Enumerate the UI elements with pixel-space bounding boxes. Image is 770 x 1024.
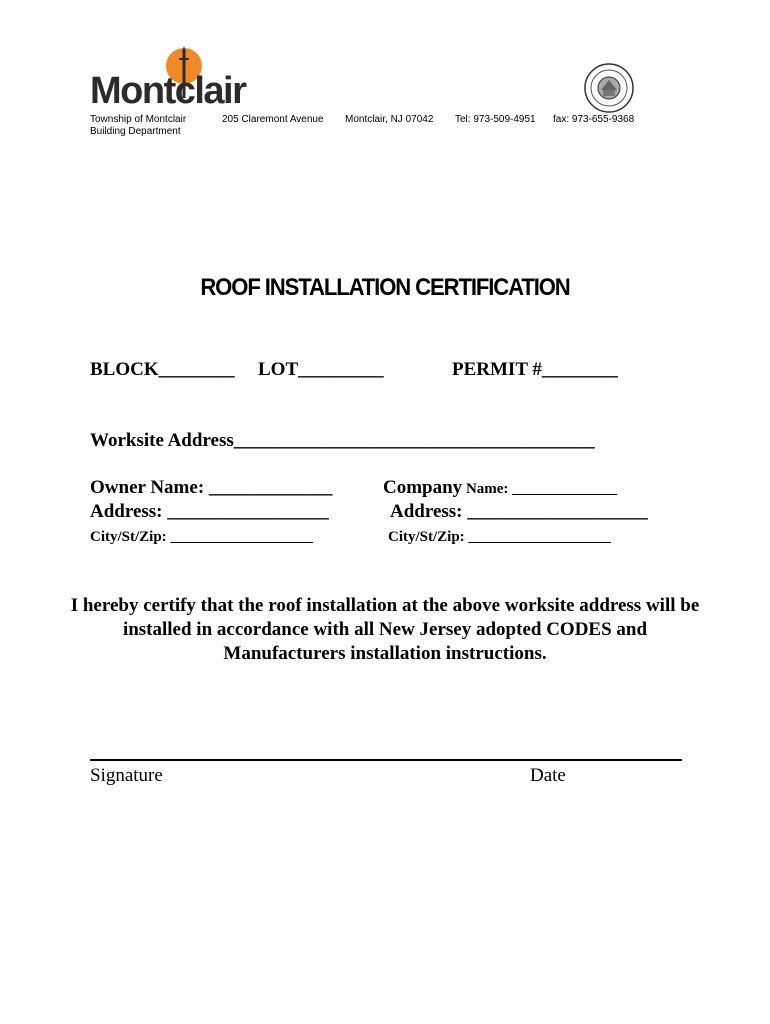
dept-city: Montclair, NJ 07042	[345, 114, 434, 125]
date-label: Date	[530, 765, 566, 786]
dept-address: 205 Claremont Avenue	[222, 114, 324, 125]
dept-fax: fax: 973-655-9368	[553, 114, 635, 125]
lot-field[interactable]: LOT_________	[258, 359, 384, 380]
company-city-label: City/St/Zip:	[388, 529, 469, 545]
owner-city-label: City/St/Zip:	[90, 529, 171, 545]
company-label: Company	[383, 477, 463, 498]
company-city-blank[interactable]: ___________________	[468, 529, 611, 545]
dept-phone: Tel: 973-509-4951	[455, 114, 536, 125]
form-title: ROOF INSTALLATION CERTIFICATION	[200, 274, 570, 301]
company-address-field[interactable]: Address: ___________________	[390, 501, 648, 522]
dept-line-1: Township of Montclair	[90, 114, 187, 125]
company-name-field[interactable]	[383, 478, 617, 497]
owner-city-blank[interactable]: ___________________	[170, 529, 313, 545]
owner-name-field[interactable]: Owner Name: _____________	[90, 477, 333, 498]
company-name-label[interactable]: Name: ______________	[462, 481, 618, 497]
logo-wordmark: Montclair	[90, 70, 246, 112]
township-seal-icon	[583, 62, 635, 114]
dept-line-2: Building Department	[90, 126, 181, 137]
signature-label: Signature	[90, 765, 163, 786]
signature-line[interactable]	[90, 759, 682, 761]
certification-statement: I hereby certify that the roof installation at the above worksite address will be installed in accordance with all New Jersey adopted CODES and Manufacturers installation instructions.	[70, 595, 700, 664]
worksite-address-field[interactable]: Worksite Address______________________________________	[90, 430, 595, 451]
owner-address-field[interactable]: Address: _________________	[90, 501, 329, 522]
owner-city-field[interactable]	[90, 530, 313, 545]
permit-field[interactable]: PERMIT #________	[452, 359, 618, 380]
department-info	[90, 114, 186, 138]
company-city-field[interactable]	[388, 530, 611, 545]
block-field[interactable]: BLOCK________	[90, 359, 235, 380]
